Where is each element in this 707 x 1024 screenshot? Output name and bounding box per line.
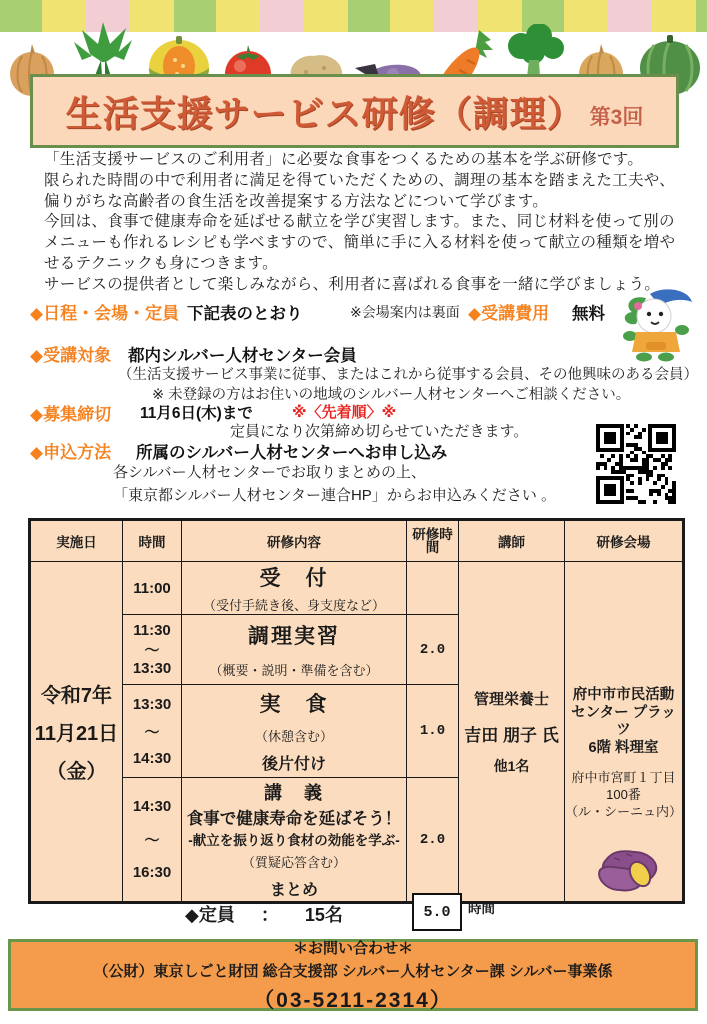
content-cell: 受 付 （受付手続き後、身支度など） [182, 562, 407, 615]
header-time: 時間 [123, 520, 182, 562]
time-cell: 11:30 ～ 13:30 [123, 615, 182, 685]
apply-sub1: 各シルバー人材センターでお取りまとめの上、 [113, 464, 426, 481]
venue-cell: 府中市市民活動 センター プラッツ 6階 料理室 府中市宮町１丁目 100番 （ル・シーニュ内） [565, 562, 684, 903]
qr-finder [596, 476, 624, 504]
header-date: 実施日 [30, 520, 123, 562]
schedule-table [28, 518, 685, 904]
content-cell: 講 義 食事で健康寿命を延ばそう！ -献立を振り返り食材の効能を学ぶ- （質疑応答含む） まとめ [182, 778, 407, 903]
qr-finder [596, 424, 624, 452]
contact-box [8, 939, 698, 1011]
time-cell: 13:30 ～ 14:30 [123, 685, 182, 778]
intro-line: サービスの提供者として楽しみながら、利用者に喜ばれる食事を一緒に学びましょう。 [44, 275, 661, 293]
contact-heading: ＊お問い合わせ＊ [292, 939, 413, 957]
apply-value: 所属のシルバー人材センターへお申し込み [136, 444, 448, 462]
capacity-colon: ： [260, 905, 279, 925]
target-sub1: （生活支援サービス事業に従事、またはこれから従事する会員、その他興味のある会員） [118, 367, 698, 383]
sweet-potato-icon [596, 840, 662, 897]
date-cell: 令和7年 11月21日 （金） [30, 562, 123, 903]
page-title: 生活支援サービス研修（調理） [65, 92, 584, 134]
apply-sub2: 「東京都シルバー人材センター連合HP」からお申込みください 。 [113, 487, 556, 504]
content-cell: 調理実習 （概要・説明・準備を含む） [182, 615, 407, 685]
apply-label: ◆申込方法 [30, 443, 112, 462]
contact-organization: （公財）東京しごと財団 総合支援部 シルバー人材センター課 シルバー事業係 [93, 962, 613, 980]
deadline-value: 11月6日(木)まで [140, 405, 253, 422]
header-venue: 研修会場 [565, 520, 684, 562]
header-hours: 研修時間 [407, 520, 459, 562]
capacity-row [185, 901, 343, 927]
target-value: 都内シルバー人材センター会員 [128, 347, 357, 365]
total-hours-box: 5.0 [412, 893, 462, 931]
fee-value: 無料 [572, 305, 605, 323]
intro-line: 今回は、食事で健康寿命を延ばせる献立を学び実習します。また、同じ材料を使って別の [44, 213, 675, 231]
target-sub2: ※ 未登録の方はお住いの地域のシルバー人材センターへご相談ください。 [152, 387, 631, 403]
intro-line: 限られた時間の中で利用者に満足を得ていただくための、調理の基本を踏まえた工夫や、 [44, 171, 676, 189]
deadline-label: ◆募集締切 [30, 405, 112, 424]
intro-line: メニューも作れるレシピも学べますので、簡単に手に入る材料を使って献立の種類を増や [44, 234, 676, 252]
total-hours-unit: 時間 [468, 901, 495, 916]
capacity-value: 15名 [304, 905, 343, 925]
target-label: ◆受講対象 [30, 346, 112, 365]
qr-finder [648, 424, 676, 452]
intro-line: 「生活支援サービスのご利用者」に必要な食事をつくるための基本を学ぶ研修です。 [44, 151, 644, 168]
intro-paragraph [44, 150, 684, 296]
silver-center-mascot-icon [616, 286, 696, 367]
header-content: 研修内容 [182, 520, 407, 562]
capacity-label: ◆定員 [185, 905, 235, 925]
header-instructor: 講師 [459, 520, 565, 562]
content-cell: 実 食 （休憩含む） 後片付け [182, 685, 407, 778]
qr-code [596, 424, 676, 504]
schedule-label: ◆日程・会場・定員 [30, 304, 180, 323]
contact-phone: （03-5211-2314） [253, 988, 453, 1012]
intro-line: せるテクニックも身につきます。 [44, 254, 278, 272]
intro-line: 偏りがちな高齢者の食生活を改善提案する方法などについて学びます。 [44, 192, 549, 210]
table-row [30, 562, 684, 615]
schedule-note: ※会場案内は裏面 [350, 304, 460, 320]
session-number: 第3回 [589, 106, 644, 129]
hours-cell: 1.0 [407, 685, 459, 778]
schedule-value: 下記表のとおり [187, 305, 303, 323]
fee-label: ◆受講費用 [468, 304, 550, 323]
hours-cell: 2.0 [407, 615, 459, 685]
title-banner [30, 74, 679, 148]
hours-cell: 2.0 [407, 778, 459, 903]
deadline-alert: ※〈先着順〉※ [292, 404, 397, 421]
time-cell: 14:30 ～ 16:30 [123, 778, 182, 903]
table-header-row [30, 520, 684, 562]
deadline-sub: 定員になり次第締め切らせていただきます。 [230, 423, 529, 440]
instructor-cell: 管理栄養士 吉田 朋子 氏 他1名 [459, 562, 565, 903]
time-cell: 11:00 [123, 562, 182, 615]
hours-cell [407, 562, 459, 615]
